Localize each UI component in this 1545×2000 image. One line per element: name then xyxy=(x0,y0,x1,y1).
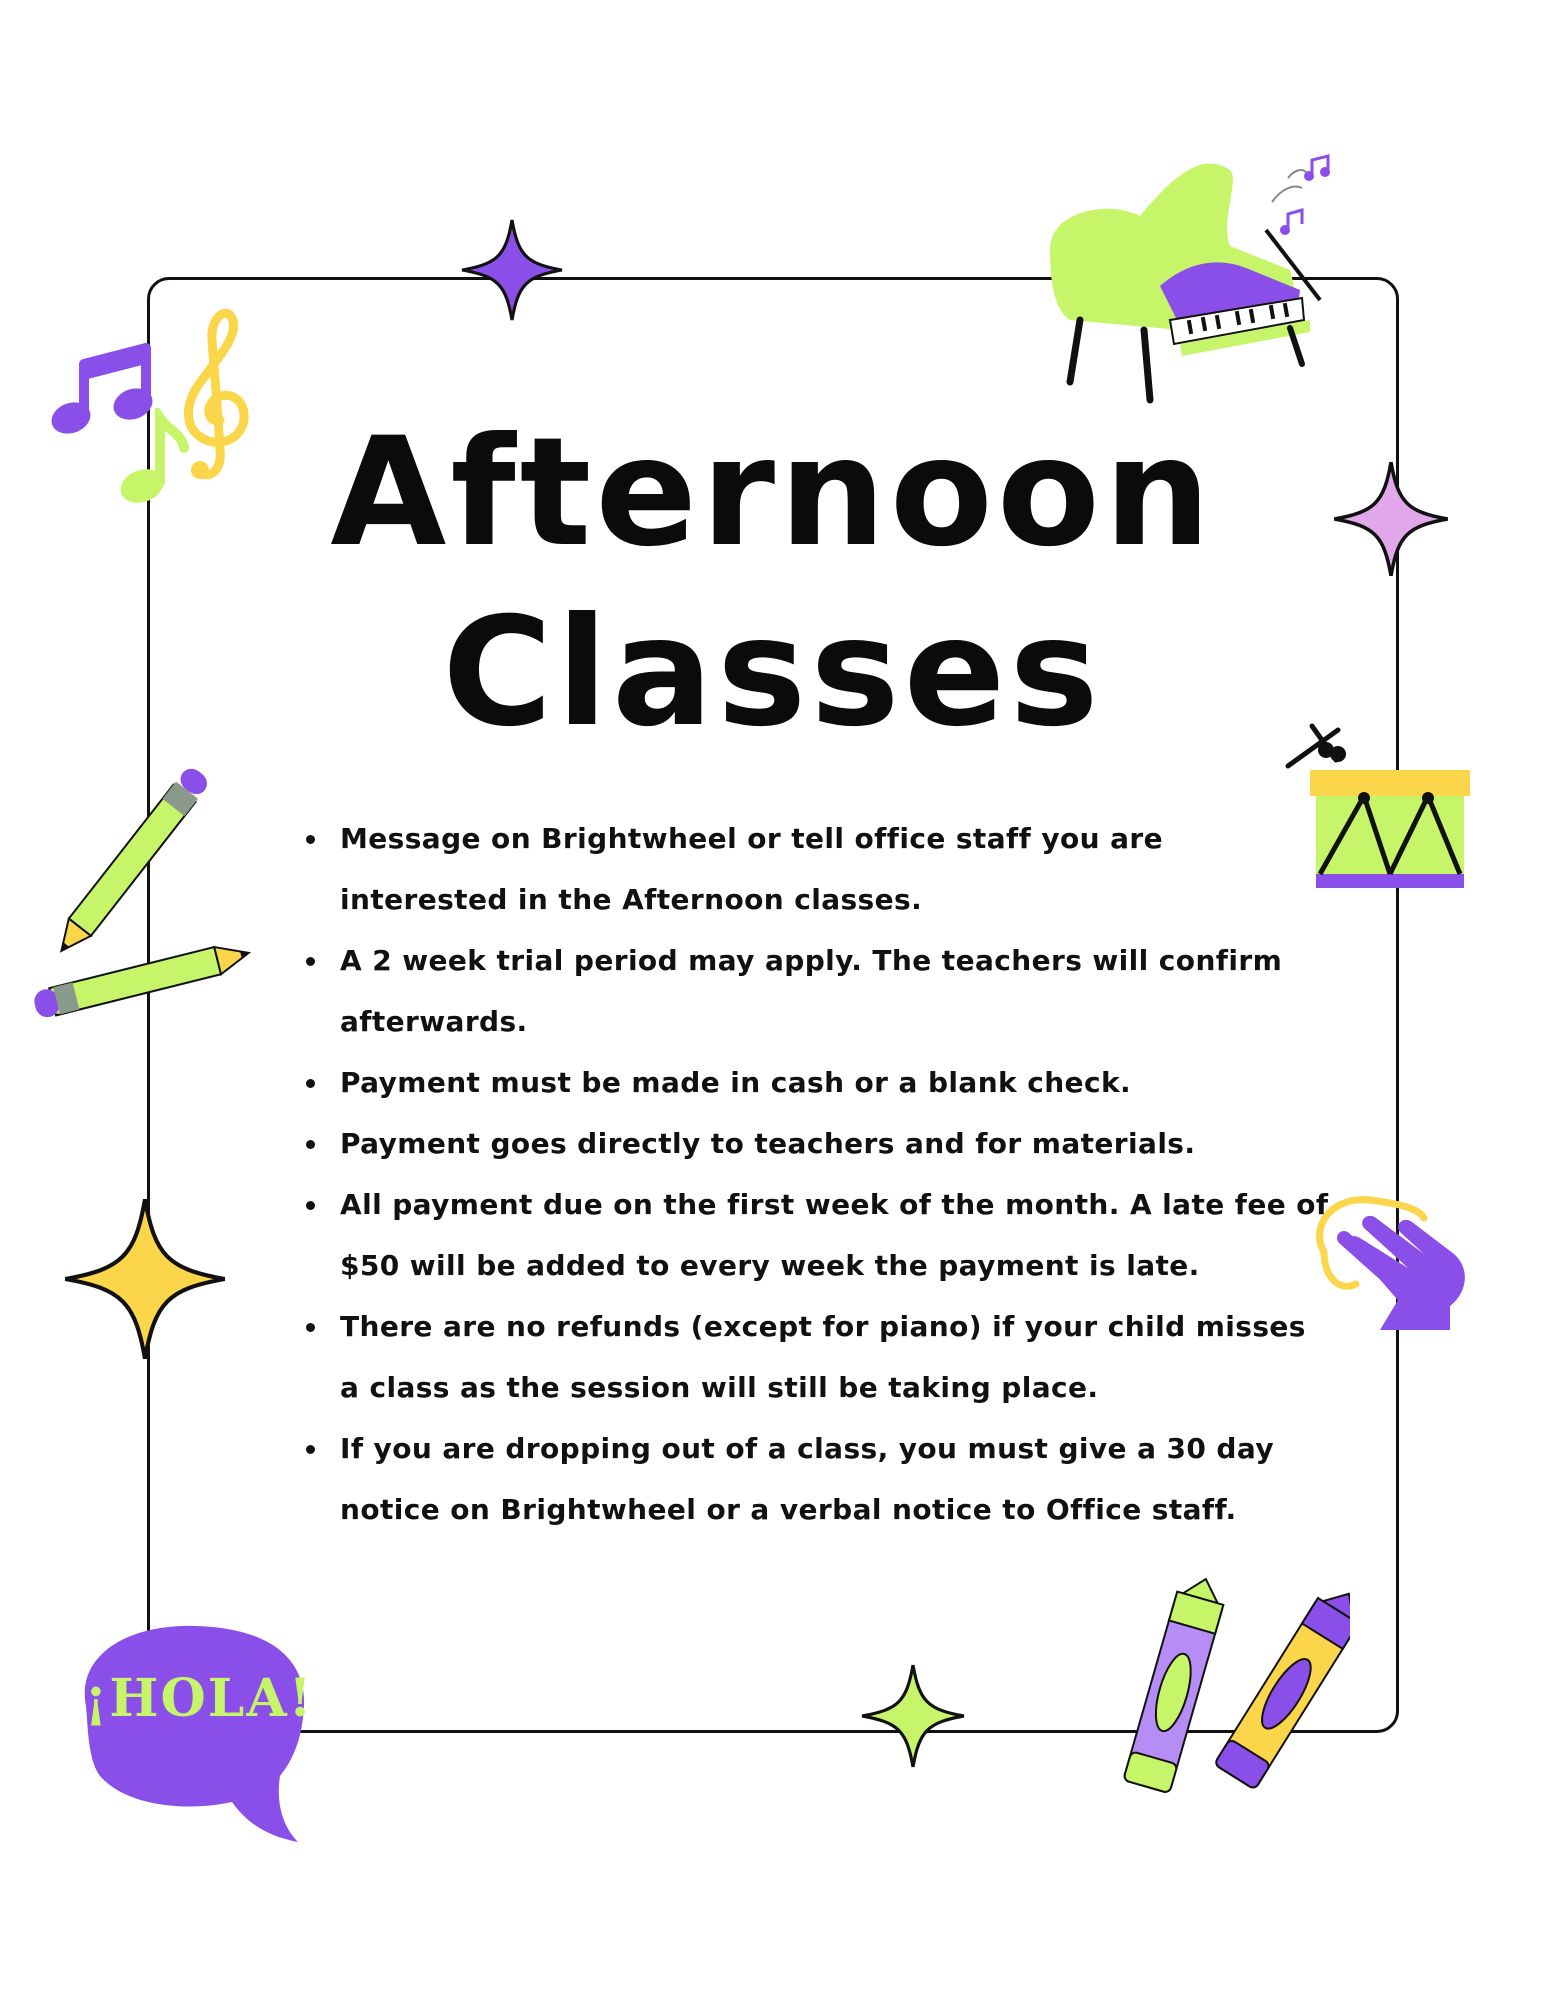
list-item: • A 2 week trial period may apply. The teachers will confirm afterwards. xyxy=(330,930,1330,1052)
list-item: • If you are dropping out of a class, you must give a 30 day notice on Brightwheel or a verbal notice to Office staff. xyxy=(330,1418,1330,1540)
sparkle-star-icon xyxy=(860,1663,966,1769)
list-item: • Message on Brightwheel or tell office staff you are interested in the Afternoon classes. xyxy=(330,808,1330,930)
list-item: • Payment goes directly to teachers and for materials. xyxy=(330,1113,1330,1174)
speech-bubble-icon xyxy=(66,1616,316,1846)
speech-bubble-text: ¡HOLA! xyxy=(84,1668,314,1729)
sparkle-star-icon xyxy=(1332,460,1450,578)
list-item: • All payment due on the first week of the month. A late fee of $50 will be added to every week the payment is late. xyxy=(330,1174,1330,1296)
sparkle-star-icon xyxy=(62,1196,228,1362)
treble-clef-icon xyxy=(168,300,264,490)
crayon-icon xyxy=(1100,1574,1350,1824)
list-item: • There are no refunds (except for piano) if your child misses a class as the session will still be taking place. xyxy=(330,1296,1330,1418)
rules-list xyxy=(296,808,1330,1540)
list-item: • Payment must be made in cash or a blank check. xyxy=(330,1052,1330,1113)
piano-icon xyxy=(1040,150,1350,410)
drum-icon xyxy=(1268,714,1478,894)
hand-icon xyxy=(1300,1188,1480,1348)
sparkle-star-icon xyxy=(460,218,564,322)
pencil-icon xyxy=(20,760,270,1030)
page-title-line-2: Classes xyxy=(442,586,1103,760)
page-title-line-1: Afternoon xyxy=(330,406,1215,580)
